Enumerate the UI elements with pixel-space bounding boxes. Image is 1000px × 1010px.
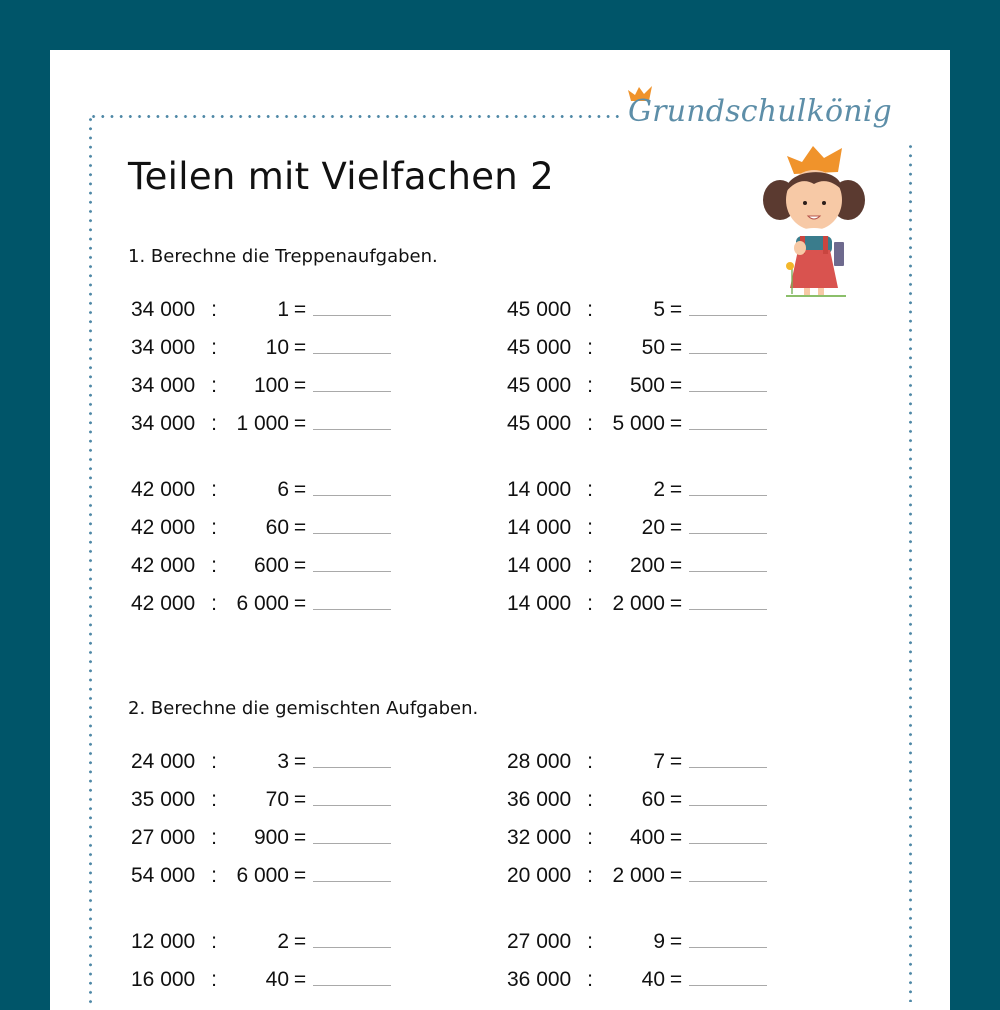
dotted-border-top [89, 115, 619, 118]
divide-sign: : [211, 336, 217, 359]
equation-row [507, 406, 767, 436]
dividend: 28 000 [507, 750, 572, 773]
divide-sign: : [587, 930, 593, 953]
answer-blank[interactable] [313, 391, 391, 392]
answer-blank[interactable] [313, 805, 391, 806]
equals-sign: = [669, 968, 683, 991]
divisor: 9 [653, 930, 665, 953]
divide-sign: : [211, 298, 217, 321]
divisor: 70 [265, 788, 289, 811]
divisor: 2 [653, 478, 665, 501]
divisor: 7 [653, 750, 665, 773]
equation-row [131, 782, 391, 812]
divisor: 20 [641, 516, 665, 539]
equals-sign: = [669, 592, 683, 615]
equals-sign: = [293, 930, 307, 953]
dividend: 12 000 [131, 930, 196, 953]
answer-blank[interactable] [689, 315, 767, 316]
divisor: 100 [253, 374, 289, 397]
divide-sign: : [211, 554, 217, 577]
divisor: 200 [629, 554, 665, 577]
divisor: 400 [629, 826, 665, 849]
equation-row [507, 820, 767, 850]
task-2-heading: 2. Berechne die gemischten Aufgaben. [128, 698, 479, 719]
divide-sign: : [211, 516, 217, 539]
equation-row [507, 368, 767, 398]
dividend: 54 000 [131, 864, 196, 887]
divide-sign: : [587, 788, 593, 811]
equation-row [131, 292, 391, 322]
equals-sign: = [293, 750, 307, 773]
equals-sign: = [293, 374, 307, 397]
dividend: 42 000 [131, 478, 196, 501]
divisor: 500 [629, 374, 665, 397]
equation-row [131, 924, 391, 954]
dividend: 36 000 [507, 968, 572, 991]
divide-sign: : [211, 788, 217, 811]
answer-blank[interactable] [689, 843, 767, 844]
equals-sign: = [669, 374, 683, 397]
equation-row [131, 820, 391, 850]
dividend: 45 000 [507, 298, 572, 321]
divisor: 1 000 [236, 412, 289, 435]
equals-sign: = [669, 554, 683, 577]
equation-row [131, 368, 391, 398]
divisor: 2 000 [612, 592, 665, 615]
equals-sign: = [293, 826, 307, 849]
answer-blank[interactable] [689, 767, 767, 768]
divisor: 10 [265, 336, 289, 359]
equation-row [507, 292, 767, 322]
divisor: 6 000 [236, 864, 289, 887]
divisor: 2 000 [612, 864, 665, 887]
answer-blank[interactable] [689, 881, 767, 882]
equals-sign: = [669, 516, 683, 539]
divisor: 6 000 [236, 592, 289, 615]
dividend: 42 000 [131, 592, 196, 615]
answer-blank[interactable] [689, 391, 767, 392]
divide-sign: : [211, 930, 217, 953]
equation-row [507, 858, 767, 888]
answer-blank[interactable] [313, 843, 391, 844]
divide-sign: : [587, 478, 593, 501]
divisor: 6 [277, 478, 289, 501]
divide-sign: : [587, 968, 593, 991]
answer-blank[interactable] [689, 985, 767, 986]
equals-sign: = [293, 412, 307, 435]
equals-sign: = [669, 412, 683, 435]
dividend: 45 000 [507, 412, 572, 435]
dividend: 42 000 [131, 516, 196, 539]
equals-sign: = [669, 826, 683, 849]
answer-blank[interactable] [313, 609, 391, 610]
dividend: 34 000 [131, 374, 196, 397]
divide-sign: : [587, 516, 593, 539]
equals-sign: = [669, 478, 683, 501]
dividend: 16 000 [131, 968, 196, 991]
equation-row [131, 330, 391, 360]
dividend: 34 000 [131, 298, 196, 321]
equation-row [131, 472, 391, 502]
dividend: 42 000 [131, 554, 196, 577]
dividend: 27 000 [507, 930, 572, 953]
answer-blank[interactable] [689, 495, 767, 496]
girl-with-crown-illustration [750, 138, 880, 300]
divisor: 60 [641, 788, 665, 811]
divide-sign: : [587, 412, 593, 435]
divisor: 3 [277, 750, 289, 773]
equals-sign: = [293, 298, 307, 321]
divide-sign: : [587, 336, 593, 359]
equation-row [131, 548, 391, 578]
answer-blank[interactable] [689, 353, 767, 354]
divide-sign: : [587, 750, 593, 773]
answer-blank[interactable] [689, 805, 767, 806]
equation-row [507, 548, 767, 578]
divide-sign: : [211, 374, 217, 397]
answer-blank[interactable] [689, 429, 767, 430]
divisor: 600 [253, 554, 289, 577]
equation-row [507, 472, 767, 502]
divisor: 5 [653, 298, 665, 321]
answer-blank[interactable] [313, 353, 391, 354]
divisor: 50 [641, 336, 665, 359]
divisor: 900 [253, 826, 289, 849]
divisor: 5 000 [612, 412, 665, 435]
dividend: 27 000 [131, 826, 196, 849]
brand-logo: Grundschulkönig [628, 94, 892, 129]
task-1-heading: 1. Berechne die Treppenaufgaben. [128, 246, 438, 267]
equals-sign: = [669, 788, 683, 811]
answer-blank[interactable] [313, 429, 391, 430]
equation-row [507, 782, 767, 812]
dotted-border-right [909, 142, 912, 1002]
equals-sign: = [293, 864, 307, 887]
divide-sign: : [211, 968, 217, 991]
divide-sign: : [587, 554, 593, 577]
dividend: 35 000 [131, 788, 196, 811]
divide-sign: : [211, 478, 217, 501]
dividend: 14 000 [507, 516, 572, 539]
divide-sign: : [587, 826, 593, 849]
divide-sign: : [587, 374, 593, 397]
answer-blank[interactable] [313, 571, 391, 572]
equation-row [131, 586, 391, 616]
divide-sign: : [211, 412, 217, 435]
divisor: 40 [265, 968, 289, 991]
equation-row [507, 586, 767, 616]
dotted-border-left [89, 115, 92, 1005]
divide-sign: : [211, 750, 217, 773]
divide-sign: : [211, 592, 217, 615]
dividend: 20 000 [507, 864, 572, 887]
dividend: 14 000 [507, 592, 572, 615]
equals-sign: = [293, 478, 307, 501]
equation-row [131, 858, 391, 888]
dividend: 14 000 [507, 478, 572, 501]
dividend: 32 000 [507, 826, 572, 849]
answer-blank[interactable] [313, 315, 391, 316]
answer-blank[interactable] [313, 495, 391, 496]
divide-sign: : [587, 298, 593, 321]
answer-blank[interactable] [689, 533, 767, 534]
equals-sign: = [669, 864, 683, 887]
equation-row [507, 924, 767, 954]
answer-blank[interactable] [689, 947, 767, 948]
dividend: 45 000 [507, 336, 572, 359]
divide-sign: : [211, 826, 217, 849]
answer-blank[interactable] [313, 767, 391, 768]
page-title: Teilen mit Vielfachen 2 [128, 155, 554, 198]
equals-sign: = [293, 968, 307, 991]
dividend: 45 000 [507, 374, 572, 397]
equation-row [507, 330, 767, 360]
equation-row [507, 744, 767, 774]
divide-sign: : [211, 864, 217, 887]
dividend: 14 000 [507, 554, 572, 577]
equals-sign: = [293, 336, 307, 359]
answer-blank[interactable] [689, 571, 767, 572]
equals-sign: = [669, 336, 683, 359]
dividend: 36 000 [507, 788, 572, 811]
equals-sign: = [669, 298, 683, 321]
equals-sign: = [293, 516, 307, 539]
equation-row [507, 962, 767, 992]
equals-sign: = [669, 930, 683, 953]
divisor: 1 [277, 298, 289, 321]
divisor: 40 [641, 968, 665, 991]
divisor: 60 [265, 516, 289, 539]
divide-sign: : [587, 592, 593, 615]
divide-sign: : [587, 864, 593, 887]
equation-row [131, 406, 391, 436]
equation-row [507, 510, 767, 540]
equation-row [131, 962, 391, 992]
dividend: 34 000 [131, 412, 196, 435]
dividend: 34 000 [131, 336, 196, 359]
equation-row [131, 510, 391, 540]
equals-sign: = [293, 788, 307, 811]
equals-sign: = [293, 592, 307, 615]
dividend: 24 000 [131, 750, 196, 773]
equals-sign: = [293, 554, 307, 577]
answer-blank[interactable] [313, 533, 391, 534]
answer-blank[interactable] [313, 947, 391, 948]
equals-sign: = [669, 750, 683, 773]
answer-blank[interactable] [313, 985, 391, 986]
answer-blank[interactable] [313, 881, 391, 882]
answer-blank[interactable] [689, 609, 767, 610]
divisor: 2 [277, 930, 289, 953]
equation-row [131, 744, 391, 774]
